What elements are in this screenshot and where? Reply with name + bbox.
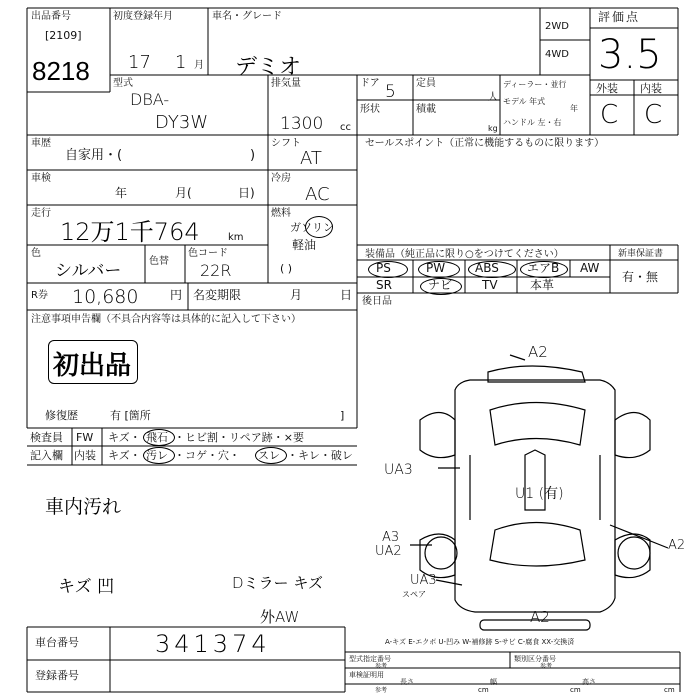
equip-ps: PS <box>376 261 391 275</box>
recycle-label: R券 <box>31 290 48 301</box>
model-prefix: DBA- <box>130 90 170 109</box>
equip-pw: PW <box>426 261 446 275</box>
diag-left-front: UA3 <box>384 462 413 478</box>
doors-label: ドア <box>360 78 380 89</box>
vin-cert-label: 車検証明用 <box>349 671 384 679</box>
registration-label: 初度登録年月 <box>113 11 173 22</box>
first-listing-stamp-text: 初出品 <box>53 351 132 381</box>
registration-month-unit: 月 <box>194 60 204 71</box>
engine-unit: cc <box>340 122 351 133</box>
history-label: 車歴 <box>31 138 51 149</box>
color-value: シルバー <box>55 261 122 281</box>
dim-height-unit: cm <box>664 686 675 694</box>
registration-month: 1 <box>175 52 187 73</box>
drive-4wd: 4WD <box>545 49 569 60</box>
diag-bottom: A2 <box>530 608 550 626</box>
dim-width: 幅 <box>490 678 497 686</box>
equip-tv: TV <box>482 278 498 292</box>
repair-close: ] <box>340 409 345 422</box>
insp-row1-rest: ・ヒビ割・リペア跡・×要 <box>174 431 304 444</box>
model-label: 型式 <box>113 78 133 89</box>
color-no-label: 色替 <box>149 256 169 267</box>
damage-legend: A-キズ E-エクボ U-凹み W-補修跡 S-サビ C-腐食 XX-交換済 <box>385 638 575 646</box>
insp-wear-circle <box>255 447 287 464</box>
color-code: 22R <box>200 261 232 280</box>
model-code: DY3W <box>155 112 209 133</box>
insp-row2-dirt: 汚レ <box>146 449 168 462</box>
insp-fw: FW <box>76 431 94 444</box>
class-code-label: 類別区分番号 <box>514 655 556 663</box>
dim-width-unit: cm <box>570 686 581 694</box>
engine-value: 1300 <box>280 114 324 134</box>
inspector-label2: 記入欄 <box>30 449 63 462</box>
first-listing-stamp <box>48 340 138 384</box>
shift-label: シフト <box>271 138 301 149</box>
equipment-label: 装備品（純正品に限り○をつけてください） <box>365 249 564 260</box>
color-code-label: 色コード <box>188 248 228 259</box>
history-close: ) <box>250 148 256 163</box>
name-change-label: 名変期限 <box>193 288 242 302</box>
vehicle-name-label: 車名・グレード <box>212 11 282 22</box>
insp-row2-wear: スレ <box>258 449 280 462</box>
equip-aw: AW <box>580 261 600 275</box>
fuel-gas: ガソリン <box>290 221 334 234</box>
handle-label: ハンドル 左・右 <box>503 118 562 127</box>
diag-left-rear: UA3 <box>410 573 437 588</box>
capacity-unit: 人 <box>488 92 498 103</box>
inspection-month-unit: 月( <box>175 186 192 200</box>
insp-interior: 内装 <box>74 449 96 462</box>
insp-chip-circle <box>143 429 175 446</box>
recycle-unit: 円 <box>170 288 183 302</box>
recycle-value: 10,680 <box>72 286 139 308</box>
note-scratch: キズ 凹 <box>58 577 115 597</box>
model-year-label: モデル 年式 <box>503 97 546 106</box>
sales-point-label: セールスポイント（正常に機能するものに限ります） <box>365 138 605 149</box>
fuel-light-oil: 軽油 <box>292 238 317 252</box>
reg-no-label: 登録番号 <box>35 669 79 682</box>
ac-label: 冷房 <box>271 173 291 184</box>
dim-height: 高さ <box>582 678 596 686</box>
notes-label: 注意事項申告欄（不具合内容等は具体的に記入して下さい） <box>31 314 301 325</box>
diag-left-mid1: A3 <box>382 530 400 545</box>
equip-navi-circle <box>420 278 462 295</box>
capacity-label: 定員 <box>416 78 436 89</box>
grade-exterior: C <box>600 100 619 130</box>
grade-interior: C <box>644 100 663 130</box>
inspection-year-unit: 年 <box>115 186 128 200</box>
equip-pw-circle <box>418 261 460 278</box>
grade-label: 評価点 <box>598 10 641 24</box>
warranty-label: 新車保証書 <box>618 249 664 259</box>
shift-value: AT <box>300 148 322 169</box>
class-code-note: 参考 <box>540 663 553 670</box>
dim-length-unit: cm <box>478 686 489 694</box>
equip-abs: ABS <box>475 261 499 275</box>
name-change-day: 日 <box>340 288 353 302</box>
equip-navi: ナビ <box>428 278 453 292</box>
grade-exterior-label: 外装 <box>596 82 618 95</box>
ac-value: AC <box>305 184 330 205</box>
drive-2wd: 2WD <box>545 21 569 32</box>
diag-right: A2 <box>668 538 686 553</box>
equip-ps-circle <box>368 261 408 278</box>
fuel-circle <box>305 216 333 238</box>
load-unit: kg <box>488 124 498 133</box>
grade-interior-label: 内装 <box>640 82 662 95</box>
diag-left-mid2: UA2 <box>375 544 402 559</box>
insp-dirt-circle <box>143 447 175 464</box>
dealer-label: ディーラー・並行 <box>503 80 567 89</box>
frame-label: 車台番号 <box>35 636 79 649</box>
lot-label: 出品番号 <box>31 11 71 22</box>
fuel-paren: ( ) <box>280 262 293 275</box>
equip-leather: 本革 <box>530 278 555 292</box>
grade-value: 3.5 <box>598 32 662 78</box>
mileage-value: 12万1千764 <box>60 218 200 246</box>
color-label: 色 <box>31 248 41 259</box>
diag-spare: スペア <box>402 590 426 599</box>
insp-row1-a: キズ・ <box>108 431 141 444</box>
mileage-label: 走行 <box>31 208 51 219</box>
load-label: 積載 <box>416 104 436 115</box>
fuel-label: 燃料 <box>271 208 291 219</box>
insp-row1-chip: 飛石 <box>146 431 168 444</box>
model-year-unit: 年 <box>570 104 578 113</box>
engine-label: 排気量 <box>271 78 301 89</box>
repair-label: 修復歴 <box>45 409 78 422</box>
type-designation-label: 型式指定番号 <box>349 655 391 663</box>
equip-airbag: エアB <box>527 261 560 275</box>
lot-number: 8218 <box>32 56 90 86</box>
inspector-label: 検査員 <box>30 431 63 444</box>
inspection-day-unit: 日) <box>238 186 255 200</box>
diag-top: A2 <box>528 343 548 361</box>
vin-cert-note: 参考 <box>375 687 388 694</box>
shape-label: 形状 <box>360 104 380 115</box>
dim-length: 長さ <box>400 678 414 686</box>
history-value: 自家用・( <box>65 148 123 163</box>
insp-row2-b: ・コゲ・穴・ <box>174 449 240 462</box>
inspection-label: 車検 <box>31 173 51 184</box>
note-aw: 外AW <box>260 608 300 626</box>
post-attach-label: 後日品 <box>362 296 392 307</box>
diag-roof: U1 (有) <box>515 486 564 502</box>
insp-row2-rest: ・キレ・破レ <box>287 449 353 462</box>
name-change-month: 月 <box>290 288 303 302</box>
lot-code: [2109] <box>45 29 82 42</box>
vehicle-name: デミオ <box>235 55 302 80</box>
registration-year: 17 <box>128 52 151 73</box>
equip-airbag-circle <box>520 261 568 278</box>
warranty-value: 有・無 <box>622 270 659 284</box>
frame-value: 341374 <box>155 630 271 658</box>
equip-sr: SR <box>376 278 392 292</box>
mileage-unit: km <box>228 232 244 243</box>
repair-value: 有 [箇所 <box>110 409 151 422</box>
note-mirror: Dミラー キズ <box>232 574 324 592</box>
type-designation-note: 参考 <box>375 663 388 670</box>
doors-value: 5 <box>385 82 396 102</box>
insp-row2-a: キズ・ <box>108 449 141 462</box>
equip-abs-circle <box>468 261 516 278</box>
note-interior-dirt: 車内汚れ <box>45 496 122 518</box>
